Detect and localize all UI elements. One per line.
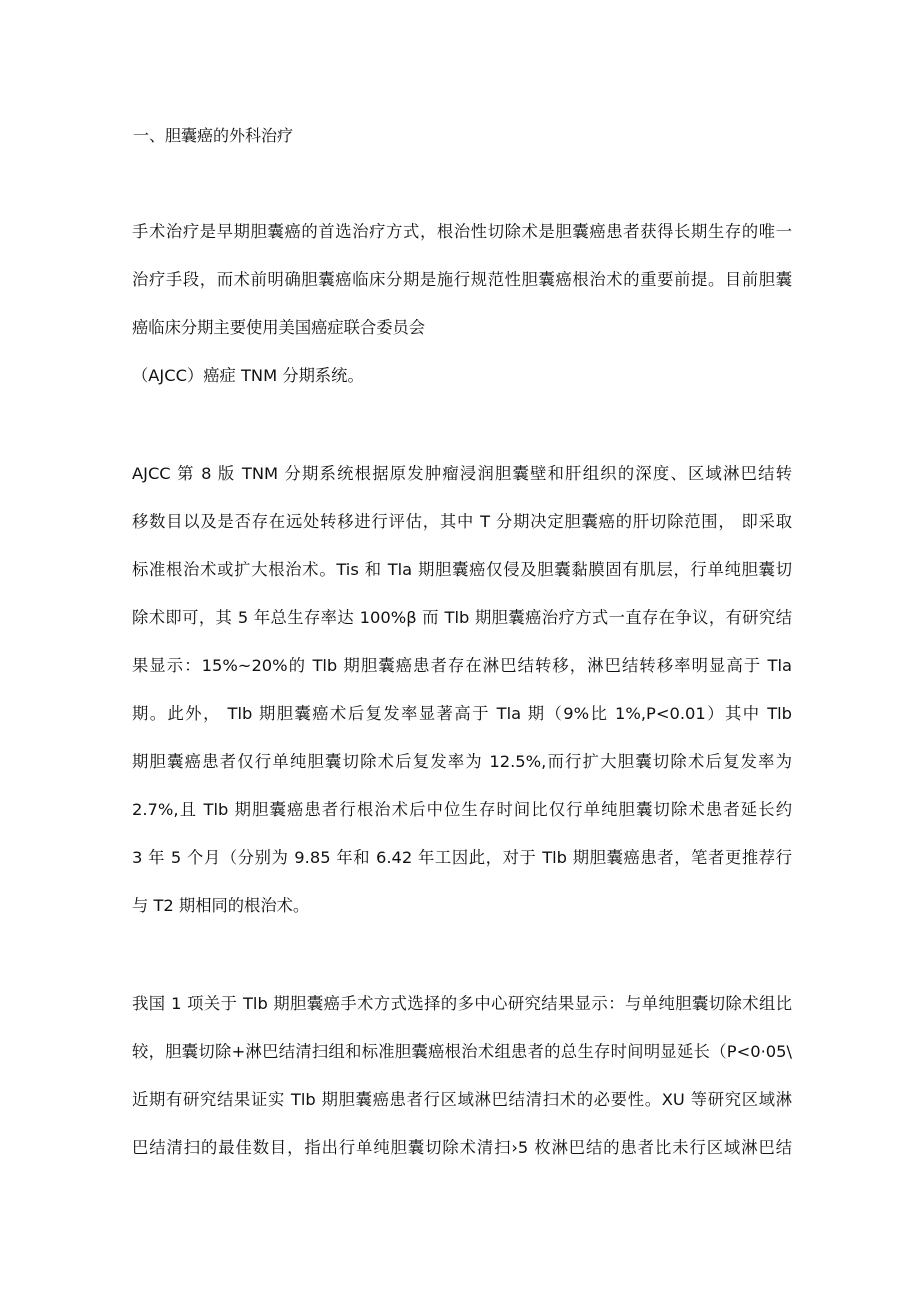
paragraph-2-line: AJCC 第 8 版 TNM 分期系统根据原发肿瘤浸润胆囊壁和肝组织的深度、区域淋巴结转	[132, 464, 792, 483]
paragraph-2-line: 与 T2 期相同的根治术。	[132, 896, 310, 915]
paragraph-1-line: （AJCC）癌症 TNM 分期系统。	[132, 366, 364, 385]
paragraph-2-line: 2.7%,且 Tlb 期胆囊癌患者行根治术后中位生存时间比仅行单纯胆囊切除术患者延长约	[132, 800, 792, 819]
paragraph-2-line: 期。此外， Tlb 期胆囊癌术后复发率显著高于 Tla 期（9%比 1%,P<0.01）其中 Tlb	[132, 704, 792, 723]
paragraph-1-line: 癌临床分期主要使用美国癌症联合委员会	[132, 318, 426, 337]
paragraph-1-line: 治疗手段，而术前明确胆囊癌临床分期是施行规范性胆囊癌根治术的重要前提。目前胆囊	[132, 270, 792, 289]
paragraph-1-line: 手术治疗是早期胆囊癌的首选治疗方式，根治性切除术是胆囊癌患者获得长期生存的唯一	[132, 222, 792, 241]
paragraph-3-line: 巴结清扫的最佳数目，指出行单纯胆囊切除术清扫›5 枚淋巴结的患者比未行区域淋巴结	[132, 1138, 792, 1157]
paragraph-2-line: 除术即可，其 5 年总生存率达 100%β 而 Tlb 期胆囊癌治疗方式一直存在争议，有研究结	[132, 608, 792, 627]
paragraph-3-line: 较，胆囊切除+淋巴结清扫组和标准胆囊癌根治术组患者的总生存时间明显延长（P<0·05\	[132, 1042, 792, 1061]
section-heading: 一、胆囊癌的外科治疗	[133, 126, 294, 145]
paragraph-3-line: 近期有研究结果证实 Tlb 期胆囊癌患者行区域淋巴结清扫术的必要性。XU 等研究区域淋	[132, 1090, 792, 1109]
paragraph-2-line: 期胆囊癌患者仅行单纯胆囊切除术后复发率为 12.5%,而行扩大胆囊切除术后复发率为	[132, 752, 792, 771]
paragraph-2-line: 标准根治术或扩大根治术。Tis 和 Tla 期胆囊癌仅侵及胆囊黏膜固有肌层，行单纯胆囊切	[132, 560, 792, 579]
paragraph-3-line: 我国 1 项关于 Tlb 期胆囊癌手术方式选择的多中心研究结果显示：与单纯胆囊切除术组比	[132, 994, 792, 1013]
paragraph-2-line: 移数目以及是否存在远处转移进行评估，其中 T 分期决定胆囊癌的肝切除范围， 即采取	[132, 512, 792, 531]
paragraph-2-line: 3 年 5 个月（分别为 9.85 年和 6.42 年工因此，对于 Tlb 期胆囊癌患者，笔者更推荐行	[132, 848, 792, 867]
paragraph-2-line: 果显示：15%~20%的 Tlb 期胆囊癌患者存在淋巴结转移，淋巴结转移率明显高于 Tla	[132, 656, 792, 675]
